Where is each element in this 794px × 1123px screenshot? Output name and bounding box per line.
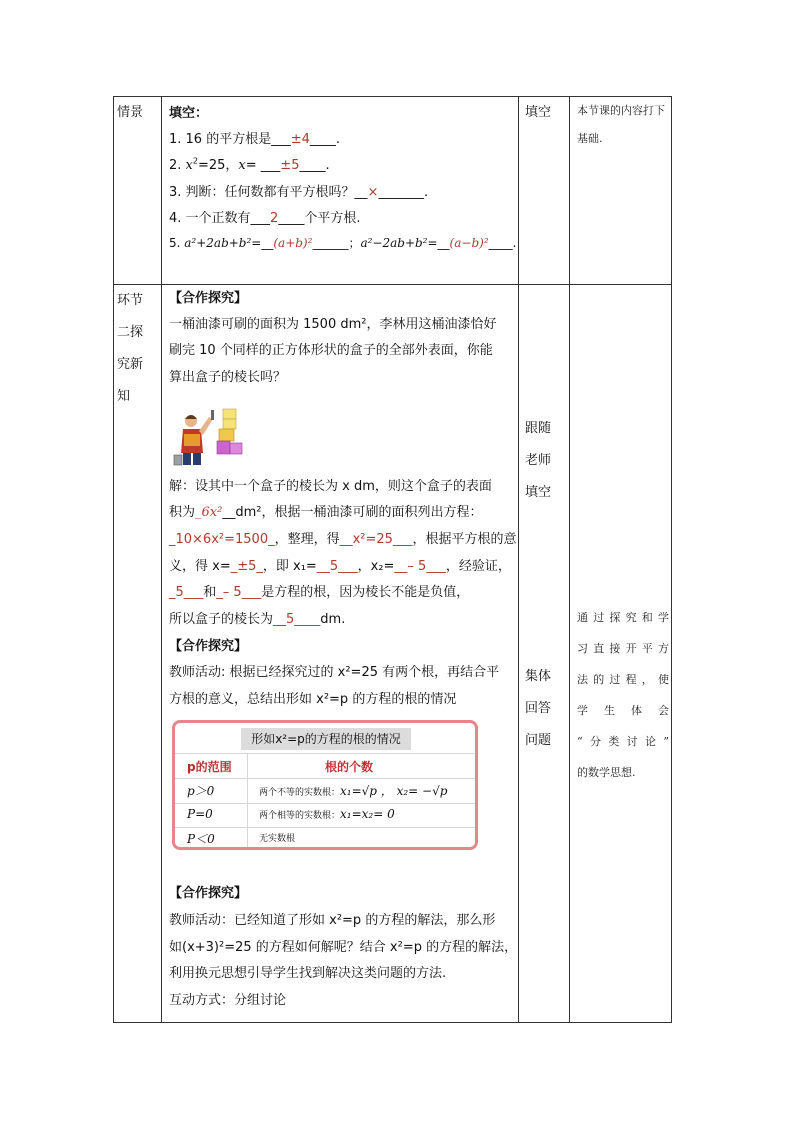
problem-line: 算出盒子的棱长吗？ [169, 370, 287, 385]
q1-text: 1. 16 的平方根是 [169, 132, 272, 147]
root-table-title: 形如x²=p的方程的根的情况 [241, 728, 411, 750]
stage-label-line: 究新 [117, 357, 144, 372]
question-4 [169, 207, 360, 226]
text: 积为 [169, 505, 196, 520]
text: ，整理，得 [274, 532, 340, 547]
solution-line-6 [169, 608, 345, 627]
blank: ___ [271, 132, 291, 147]
solution-line-3 [169, 528, 516, 547]
section-heading: 【合作探究】 [169, 639, 248, 654]
q2-number: 2. [169, 158, 186, 173]
root-desc [259, 831, 295, 844]
solution-line-4 [169, 555, 511, 574]
root-math: x₁=√p ， x₂= −√p [340, 784, 448, 798]
row1-stage-label [117, 97, 161, 129]
fill-blank-title: 填空： [169, 106, 209, 121]
purpose-line: 通过探究和学 [577, 611, 669, 624]
blank: ____个平方根. [278, 211, 361, 226]
blank: __ [354, 185, 368, 200]
row2-activity-a [525, 413, 565, 509]
solution-line-2 [169, 501, 482, 520]
row2-purpose [577, 602, 669, 788]
problem-line: 一桶油漆可刷的面积为 1500 dm²，李林用这桶油漆恰好 [169, 317, 497, 332]
answer: __5___ [316, 559, 358, 574]
q4-answer: 2 [270, 211, 279, 226]
answer: __x²=25___ [339, 532, 413, 547]
root-table-head-count: 根的个数 [325, 760, 374, 774]
root-label: 两个相等的实数根： [259, 811, 341, 821]
var-x: x [185, 158, 193, 173]
q2-text: =25， [197, 158, 239, 173]
root-label: 两个不等的实数根： [259, 788, 341, 798]
row1-content [169, 97, 517, 283]
purpose-line: 学 生 体 会 [577, 704, 669, 717]
solution-line-1: 解：设其中一个盒子的棱长为 x dm，则这个盒子的表面 [169, 479, 492, 494]
q3-text: 3. 判断：任何数都有平方根吗？ [169, 185, 355, 200]
answer: _– 5___ [216, 585, 262, 600]
stage-label-line: 情景 [117, 105, 144, 120]
activity-line: 跟随 [525, 421, 552, 436]
root-cond: p＞0 [187, 784, 215, 798]
answer: _10×6x²=1500_ [169, 532, 275, 547]
root-math: x₁=x₂= 0 [340, 807, 395, 821]
q5-answer2: (a−b)² [449, 236, 489, 250]
answer: __– 5___ [394, 559, 446, 574]
lesson-table [113, 96, 672, 1023]
purpose-line: 习直接开平方 [577, 642, 669, 655]
root-table-rule [175, 778, 475, 779]
question-5: 5. a²+2ab+b²=__(a+b)²______；a²−2ab+b²=__(a−b)²____. [169, 236, 517, 250]
answer: _6x² [195, 505, 223, 520]
row2-activity-b [525, 661, 565, 757]
q1-answer: ±4 [290, 132, 310, 147]
root-cases-table [172, 720, 478, 850]
stage-label-line: 二探 [117, 325, 144, 340]
q5-expr2: a²−2ab+b²= [360, 236, 438, 250]
row1-activity: 填空 [525, 105, 552, 120]
separator: ； [348, 236, 361, 250]
teacher-activity-line: 方根的意义，总结出形如 x²=p 的方程的根的情况 [169, 692, 457, 707]
question-2 [169, 154, 330, 173]
root-label: 无实数根 [259, 834, 296, 844]
stage-label-line: 环节 [117, 293, 144, 308]
root-desc [259, 807, 395, 821]
q5-expr1: a²+2ab+b²= [184, 236, 262, 250]
answer: _±5_ [230, 559, 263, 574]
text: dm. [320, 612, 346, 627]
text: 和 [203, 585, 217, 600]
root-table-divider [247, 753, 248, 847]
purpose-line: “分类讨论” [577, 735, 669, 748]
solution-line-5 [169, 581, 469, 600]
blank: ____. [309, 132, 341, 147]
root-cond: P=0 [187, 807, 213, 821]
question-1 [169, 128, 340, 147]
q5-answer1: (a+b)² [273, 236, 313, 250]
activity-line: 回答 [525, 701, 552, 716]
teacher-activity-line: 如(x+3)²=25 的方程如何解呢？结合 x²=p 的方程的解法， [169, 940, 518, 955]
var-x: x [238, 158, 246, 173]
activity-line: 集体 [525, 669, 552, 684]
painter-illustration [169, 407, 249, 467]
row2-stage-label [117, 285, 161, 413]
column-divider [161, 97, 162, 1022]
text: ，x₂= [357, 559, 395, 574]
blank: ___ [260, 158, 281, 173]
answer: __5____ [273, 612, 321, 627]
activity-line: 老师 [525, 453, 552, 468]
problem-line: 刷完 10 个同样的正方体形状的盒子的全部外表面，你能 [169, 343, 493, 358]
text: ，即 x₁= [262, 559, 317, 574]
text: 是方程的根，因为棱长不能是负值， [261, 585, 470, 600]
blank: ___ [250, 211, 271, 226]
q3-answer: × [367, 185, 379, 200]
question-3 [169, 181, 428, 200]
interaction-mode: 互动方式：分组讨论 [169, 993, 287, 1008]
equals: = [245, 158, 261, 173]
teacher-activity-line: 教师活动: 根据已经探究过的 x²=25 有两个根，再结合平 [169, 665, 500, 680]
blank: _______. [378, 185, 429, 200]
root-table-rule [175, 803, 475, 804]
column-divider [518, 97, 519, 1022]
root-desc [259, 782, 447, 799]
q4-text: 4. 一个正数有 [169, 211, 251, 226]
text: 所以盒子的棱长为 [169, 612, 274, 627]
activity-line: 问题 [525, 733, 552, 748]
teacher-activity-line: 教师活动：已经知道了形如 x²=p 的方程的解法，那么形 [169, 913, 496, 928]
root-table-rule [175, 827, 475, 828]
text: 义，得 x= [169, 559, 231, 574]
purpose-line: 的数学思想. [577, 766, 636, 779]
root-table-head-range: p的范围 [187, 760, 232, 774]
section-heading: 【合作探究】 [169, 291, 248, 306]
blank: ____. [299, 158, 330, 173]
text: ，根据平方根的意 [412, 532, 517, 547]
teacher-activity-line: 利用换元思想引导学生找到解决这类问题的方法. [169, 966, 447, 981]
row2-content [169, 285, 518, 1022]
q2-answer: ±5 [280, 158, 300, 173]
column-divider [569, 97, 570, 1022]
answer: _5___ [169, 585, 204, 600]
row1-purpose: 本节课的内容打下基础. [577, 104, 665, 145]
root-table-rule [175, 753, 475, 754]
text: __dm²，根据一桶油漆可刷的面积列出方程： [222, 505, 483, 520]
purpose-line: 法的过程，使 [577, 673, 669, 686]
root-cond: P＜0 [187, 832, 215, 846]
q5-number: 5. [169, 236, 185, 250]
activity-line: 填空 [525, 485, 552, 500]
section-heading: 【合作探究】 [169, 886, 248, 901]
text: ，经验证， [445, 559, 511, 574]
exponent: 2 [192, 156, 198, 166]
stage-label-line: 知 [117, 389, 131, 404]
